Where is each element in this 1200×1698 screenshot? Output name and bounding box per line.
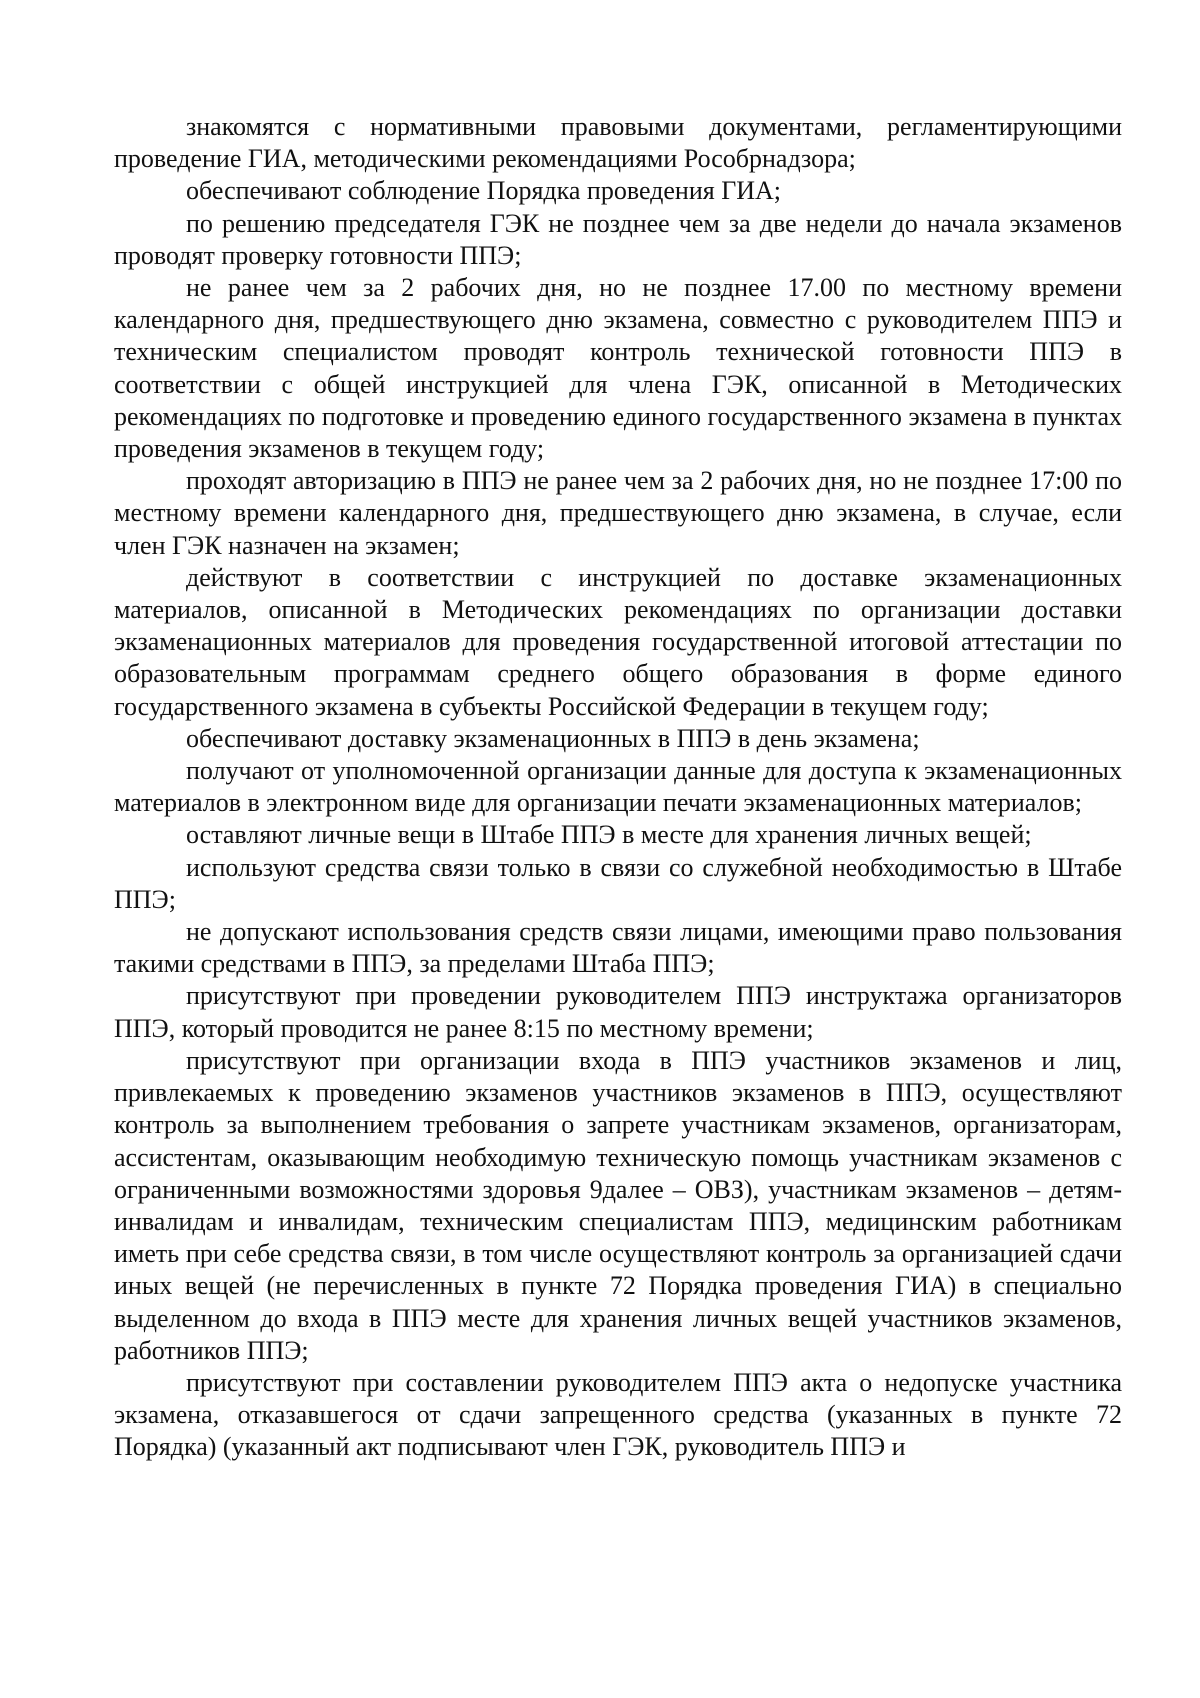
paragraph-14: присутствуют при составлении руководителем ППЭ акта о недопуске участника экзамена, отказавшегося от сдачи запрещенного средства (указанных в пункте 72 Порядка) (указанный акт подписывают член ГЭК, руководитель ППЭ и	[114, 1367, 1122, 1462]
paragraph-2: обеспечивают соблюдение Порядка проведения ГИА;	[186, 176, 782, 206]
paragraph-7: обеспечивают доставку экзаменационных в ППЭ в день экзамена;	[186, 723, 920, 753]
paragraph-5: проходят авторизацию в ППЭ не ранее чем за 2 рабочих дня, но не позднее 17:00 по местному времени календарного дня, предшествующего дню экзамена, в случае, если член ГЭК назначен на экзамен;	[114, 466, 1122, 560]
paragraph-11: не допускают использования средств связи лицами, имеющими право пользования такими средствами в ППЭ, за пределами Штаба ППЭ;	[114, 917, 1122, 979]
paragraph-12: присутствуют при проведении руководителем ППЭ инструктажа организаторов ППЭ, который проводится не ранее 8:15 по местному времени;	[114, 981, 1122, 1043]
paragraph-10: используют средства связи только в связи со служебной необходимостью в Штабе ППЭ;	[114, 852, 1122, 914]
paragraph-4: не ранее чем за 2 рабочих дня, но не позднее 17.00 по местному времени календарного дня, предшествующего дню экзамена, совместно с руководителем ППЭ и техническим специалистом проводят контроль технической готовности ППЭ в соответствии с общей инструкцией для члена ГЭК, описанной в Методических рекомендациях по подготовке и проведению единого государственного экзамена в пунктах проведения экзаменов в текущем году;	[114, 273, 1122, 464]
document-page	[114, 111, 1122, 1464]
paragraph-3: по решению председателя ГЭК не позднее чем за две недели до начала экзаменов проводят проверку готовности ППЭ;	[114, 208, 1122, 270]
paragraph-9: оставляют личные вещи в Штабе ППЭ в месте для хранения личных вещей;	[186, 820, 1032, 850]
paragraph-6: действуют в соответствии с инструкцией по доставке экзаменационных материалов, описанной в Методических рекомендациях по организации доставки экзаменационных материалов для проведения государственной итоговой аттестации по образовательным программам среднего общего образования в форме единого государственного экзамена в субъекты Российской Федерации в текущем году;	[114, 562, 1122, 721]
paragraph-13: присутствуют при организации входа в ППЭ участников экзаменов и лиц, привлекаемых к проведению экзаменов участников экзаменов в ППЭ, осуществляют контроль за выполнением требования о запрете участникам экзаменов, организаторам, ассистентам, оказывающим необходимую техническую помощь участникам экзаменов с ограниченными возможностями здоровья 9далее – ОВЗ), участникам экзаменов – детям-инвалидам и инвалидам, техническим специалистам ППЭ, медицинским работникам иметь при себе средства связи, в том числе осуществляют контроль за организацией сдачи иных вещей (не перечисленных в пункте 72 Порядка проведения ГИА) в специально выделенном до входа в ППЭ месте для хранения личных вещей участников экзаменов, работников ППЭ;	[114, 1045, 1122, 1365]
paragraph-1: знакомятся с нормативными правовыми документами, регламентирующими проведение ГИА, методическими рекомендациями Рособрнадзора;	[114, 112, 1122, 174]
paragraph-8: получают от уполномоченной организации данные для доступа к экзаменационных материалов в электронном виде для организации печати экзаменационных материалов;	[114, 756, 1122, 818]
